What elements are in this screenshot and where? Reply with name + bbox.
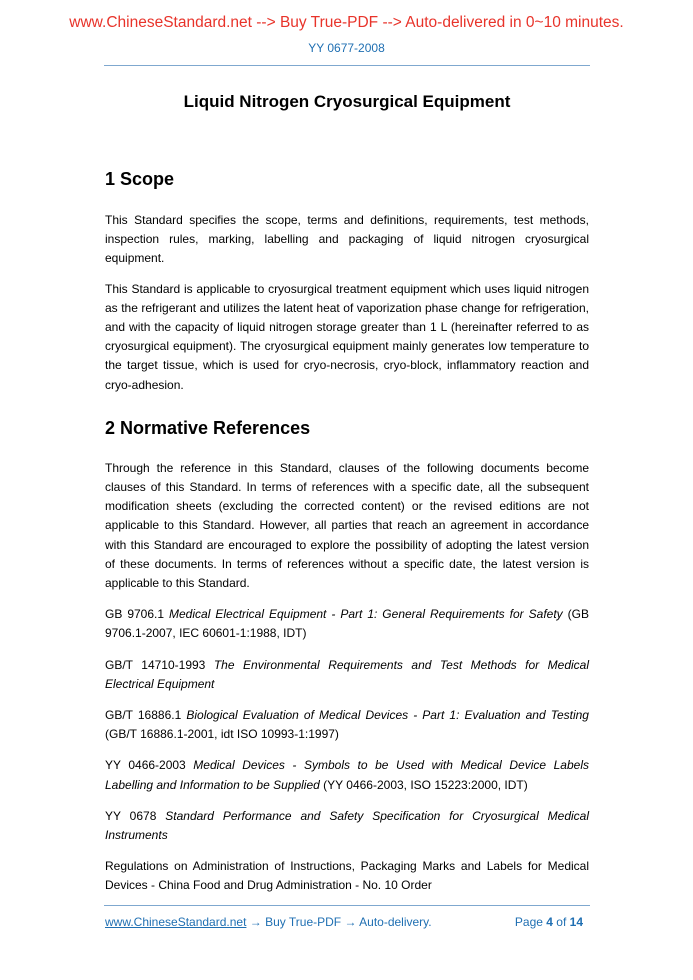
footer-divider [104, 905, 590, 906]
scope-paragraph: This Standard is applicable to cryosurgical treatment equipment which uses liquid nitrogen as the refrigerant and utilizes the latent heat of vaporization phase change for refrigeration, and with the capacity of liquid nitrogen storage greater than 1 L (hereinafter referred to as cryosurgical equipment). The cryosurgical equipment mainly generates low temperature to the target tissue, which is used for cryo-necrosis, cryo-block, inflammatory reaction and cryo-adhesion. [105, 281, 589, 392]
reference-item: YY 0678 Standard Performance and Safety Specification for Cryosurgical Medical Instruments [105, 808, 589, 843]
page-indicator: Page 4 of 14 [514, 915, 583, 929]
scope-paragraph: This Standard specifies the scope, terms and definitions, requirements, test methods, inspection rules, marking, labelling and packaging of liquid nitrogen cryosurgical equipment. [105, 213, 589, 266]
document-title: Liquid Nitrogen Cryosurgical Equipment [183, 92, 511, 111]
footer-delivery-text: Auto-delivery. [359, 915, 432, 929]
arrow-icon: → [341, 915, 360, 929]
references-intro: Through the reference in this Standard, clauses of the following documents become clauses of this Standard. In terms of references with a specific date, all the subsequent modification sheets (excluding the corrected content) or the revised editions are not applicable to this Standard. However, all parties that reach an agreement in accordance with this Standard are encouraged to explore the possibility of adopting the latest version of these documents. In terms of references without a specific date, the latest version is applicable to this Standard. [105, 460, 589, 591]
current-page: 4 [546, 915, 553, 929]
footer-buy-link[interactable]: Buy True-PDF [265, 915, 342, 929]
page-content [105, 92, 589, 896]
reference-item: Regulations on Administration of Instructions, Packaging Marks and Labels for Medical Devices - China Food and Drug Administration - No. 10 Order [105, 859, 589, 893]
reference-item: GB 9706.1 Medical Electrical Equipment - Part 1: General Requirements for Safety (GB 9706.1-2007, IEC 60601-1:1988, IDT) [105, 607, 589, 641]
standard-number: YY 0677-2008 [308, 41, 385, 55]
reference-item: YY 0466-2003 Medical Devices - Symbols to be Used with Medical Device Labels Labelling and Information to be Supplied (YY 0466-2003, ISO 15223:2000, IDT) [105, 758, 589, 792]
arrow-icon: → [246, 915, 266, 929]
header-divider [104, 65, 590, 66]
reference-item: GB/T 14710-1993 The Environmental Requirements and Test Methods for Medical Electrical Equipment [105, 657, 590, 691]
reference-item: GB/T 16886.1 Biological Evaluation of Medical Devices - Part 1: Evaluation and Testing (GB/T 16886.1-2001, idt ISO 10993-1:1997) [105, 708, 589, 742]
scope-heading: 1 Scope [105, 169, 175, 189]
total-pages: 14 [569, 915, 583, 929]
normative-references-heading: 2 Normative References [105, 417, 311, 438]
page-footer [105, 915, 589, 929]
top-banner[interactable]: www.ChineseStandard.net --> Buy True-PDF --> Auto-delivered in 0~10 minutes. [69, 14, 624, 31]
footer-site-link[interactable]: www.ChineseStandard.net [105, 915, 247, 929]
